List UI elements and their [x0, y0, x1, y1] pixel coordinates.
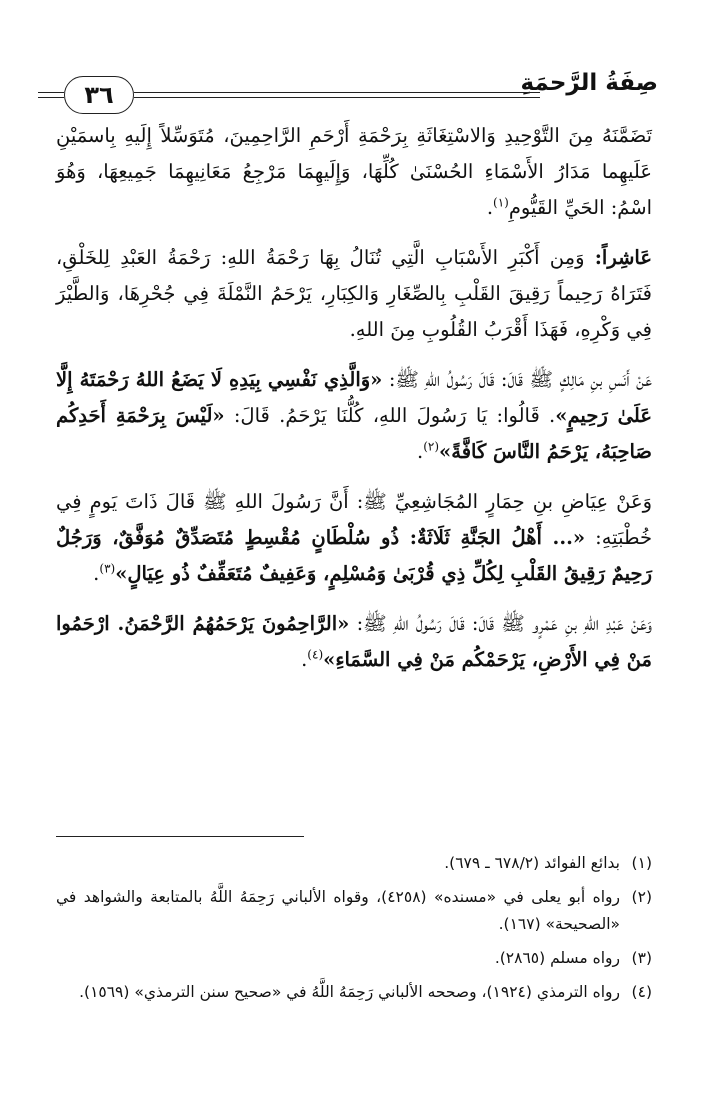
footnote [56, 979, 652, 1006]
chapter-title: صِفَةُ الرَّحمَةِ [520, 70, 658, 96]
page-number: ٣٦ [64, 76, 134, 114]
main-text [56, 118, 652, 692]
footnote-text: رواه أبو يعلى في «مسنده» (٤٢٥٨)، وقواه الألباني رَحِمَهُ اللَّهُ بالمتابعة والشواهد في «الصحيحة» (١٦٧). [56, 888, 620, 933]
footnote-number: (٤) [631, 983, 652, 1001]
paragraph: وَعَنْ عِيَاضِ بنِ حِمَارٍ المُجَاشِعِيِّ ﷺ: أَنَّ رَسُولَ اللهِ ﷺ قَالَ ذَاتَ يَومٍ فِي خُطْبَتِهِ: «... أَهْلُ الجَنَّةِ ثَلَاثَةٌ: ذُو سُلْطَانٍ مُقْسِطٍ مُتَصَدِّقٌ مُوَفَّقٌ، وَرَجُلٌ رَحِيمٌ رَقِيقُ القَلْبِ لِكُلِّ ذِي قُرْبَىٰ وَمُسْلِمٍ، وَعَفِيفٌ مُتَعَفِّفٌ ذُو عِيَالٍ»$^{(٣)}$. [56, 490, 653, 585]
paragraph: عَاشِراً: وَمِن أَكْبَرِ الأَسْبَابِ الَّتِي تُنَالُ بِهَا رَحْمَةُ اللهِ: رَحْمَةُ العَبْدِ لِلخَلْقِ، فَتَرَاهُ رَحِيماً رَقِيقَ القَلْبِ بِالصِّغَارِ وَالكِبَارِ، يَرْحَمُ النَّمْلَةَ فِي جُحْرِهَا، وَالطَّيْرَ فِي وَكْرِهِ، فَهَذَا أَقْرَبُ القُلُوبِ مِنَ اللهِ. [56, 246, 652, 341]
footnote [56, 945, 652, 972]
header-rule [134, 92, 540, 93]
footnote [56, 850, 652, 877]
header-rule [38, 92, 64, 93]
running-header [38, 70, 658, 118]
footnote [56, 884, 652, 938]
footnotes [56, 850, 652, 1013]
footnote-number: (١) [631, 854, 652, 872]
footnote-text: بدائع الفوائد (٦٧٨/٢ ـ ٦٧٩). [444, 854, 620, 872]
footnote-text: رواه الترمذي (١٩٢٤)، وصححه الألباني رَحِمَهُ اللَّهُ في «صحيح سنن الترمذي» (١٥٦٩). [79, 983, 620, 1001]
paragraph: عَنْ أَنَسِ بنِ مَالِكٍ ﷺ قَالَ: قَالَ رَسُولُ اللهِ ﷺ: «وَالَّذِي نَفْسِي بِيَدِهِ لَا يَضَعُ اللهُ رَحْمَتَهُ إِلَّا عَلَىٰ رَحِيمٍ». قَالُوا: يَا رَسُولَ اللهِ، كُلُّنَا يَرْحَمُ. قَالَ: «لَيْسَ بِرَحْمَةِ أَحَدِكُم صَاحِبَهُ، يَرْحَمُ النَّاسَ كَافَّةً»$^{(٢)}$. [56, 368, 653, 463]
footnote-ref: (٣) [99, 561, 116, 576]
footnote-number: (٣) [631, 949, 652, 967]
hadith-quote: «لَيْسَ بِرَحْمَةِ أَحَدِكُم صَاحِبَهُ، يَرْحَمُ النَّاسَ كَافَّةً» [56, 404, 652, 463]
footnote-separator [56, 836, 304, 837]
section-lead: عَاشِراً: [594, 246, 652, 269]
footnote-text: رواه مسلم (٢٨٦٥). [494, 949, 620, 967]
header-rule [38, 97, 64, 98]
footnote-number: (٢) [631, 888, 652, 906]
footnote-ref: (٢) [423, 439, 440, 454]
hadith-quote: «... أَهْلُ الجَنَّةِ ثَلَاثَةٌ: ذُو سُلْطَانٍ مُقْسِطٍ مُتَصَدِّقٌ مُوَفَّقٌ، وَرَجُلٌ رَحِيمٌ رَقِيقُ القَلْبِ لِكُلِّ ذِي قُرْبَىٰ وَمُسْلِمٍ، وَعَفِيفٌ مُتَعَفِّفٌ ذُو عِيَالٍ» [56, 526, 652, 585]
hadith-quote: «الرَّاحِمُونَ يَرْحَمُهُمُ الرَّحْمَنُ. ارْحَمُوا مَنْ فِي الأَرْضِ، يَرْحَمْكُم مَنْ فِي السَّمَاءِ» [56, 612, 652, 671]
paragraph: وَعَنْ عَبْدِ اللهِ بنِ عَمْرٍو ﷺ قَالَ: قَالَ رَسُولُ اللهِ ﷺ: «الرَّاحِمُونَ يَرْحَمُهُمُ الرَّحْمَنُ. ارْحَمُوا مَنْ فِي الأَرْضِ، يَرْحَمْكُم مَنْ فِي السَّمَاءِ»$^{(٤)}$. [56, 612, 653, 671]
header-rule [134, 97, 540, 98]
footnote-ref: (٤) [307, 647, 324, 662]
hadith-quote: «وَالَّذِي نَفْسِي بِيَدِهِ لَا يَضَعُ اللهُ رَحْمَتَهُ إِلَّا عَلَىٰ رَحِيمٍ» [56, 368, 653, 427]
paragraph: تَضَمَّنَهُ مِنَ التَّوْحِيدِ وَالاسْتِغَاثَةِ بِرَحْمَةِ أَرْحَمِ الرَّاحِمِينَ، مُتَوَسِّلاً إِلَيهِ بِاسمَيْنِ عَلَيهِما مَدَارُ الأَسْمَاءِ الحُسْنَىٰ كُلِّهَا، وَإِلَيهِمَا مَرْجِعُ مَعَانِيهِمَا جَمِيعِهَا، وَهُوَ اسْمُ: الحَيِّ القَيُّومِ$^{(١)}$. [56, 124, 652, 219]
footnote-ref: (١) [493, 195, 509, 210]
